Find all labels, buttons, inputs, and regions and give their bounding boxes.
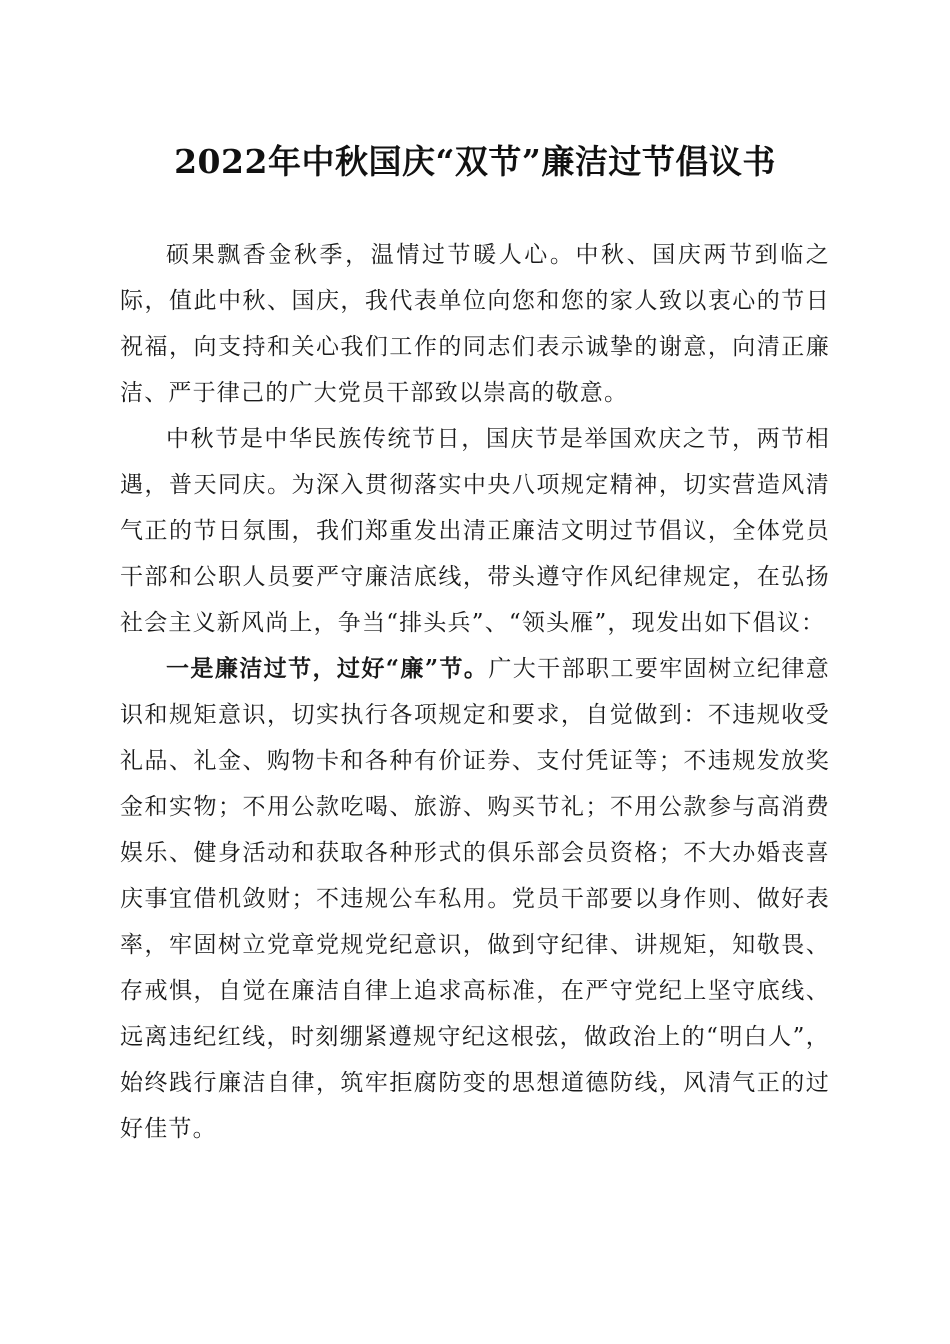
paragraph-greeting-text: 硕果飘香金秋季，温情过节暖人心。中秋、国庆两节到临之际，值此中秋、国庆，我代表单位向您和您的家人致以衷心的节日祝福，向支持和关心我们工作的同志们表示诚挚的谢意，向清正廉洁、严于律己的广大党员干部致以崇高的敬意。: [120, 242, 830, 406]
document-title: 2022年中秋国庆“双节”廉洁过节倡议书: [174, 142, 776, 181]
paragraph-initiative-text: 中秋节是中华民族传统节日，国庆节是举国欢庆之节，两节相遇，普天同庆。为深入贯彻落实中央八项规定精神，切实营造风清气正的节日氛围，我们郑重发出清正廉洁文明过节倡议，全体党员干部和公职人员要严守廉洁底线，带头遵守作风纪律规定，在弘扬社会主义新风尚上，争当“排头兵”、“领头雁”，现发出如下倡议：: [120, 426, 830, 636]
paragraph-item-one-text: 广大干部职工要牢固树立纪律意识和规矩意识，切实执行各项规定和要求，自觉做到：不违规收受礼品、礼金、购物卡和各种有价证券、支付凭证等；不违规发放奖金和实物；不用公款吃喝、旅游、购买节礼；不用公款参与高消费娱乐、健身活动和获取各种形式的俱乐部会员资格；不大办婚丧喜庆事宜借机敛财；不违规公车私用。党员干部要以身作则、做好表率，牢固树立党章党规党纪意识，做到守纪律、讲规矩，知敬畏、存戒惧，自觉在廉洁自律上追求高标准，在严守党纪上坚守底线、远离违纪红线，时刻绷紧遵规守纪这根弦，做政治上的“明白人”，始终践行廉洁自律，筑牢拒腐防变的思想道德防线，风清气正的过好佳节。: [120, 656, 830, 1142]
paragraph-item-one: [120, 646, 830, 1152]
paragraph-item-one-lead: 一是廉洁过节，过好“廉”节。: [166, 655, 489, 682]
paragraph-greeting: [120, 232, 830, 416]
document-body: [120, 232, 830, 1152]
paragraph-initiative: [120, 416, 830, 646]
